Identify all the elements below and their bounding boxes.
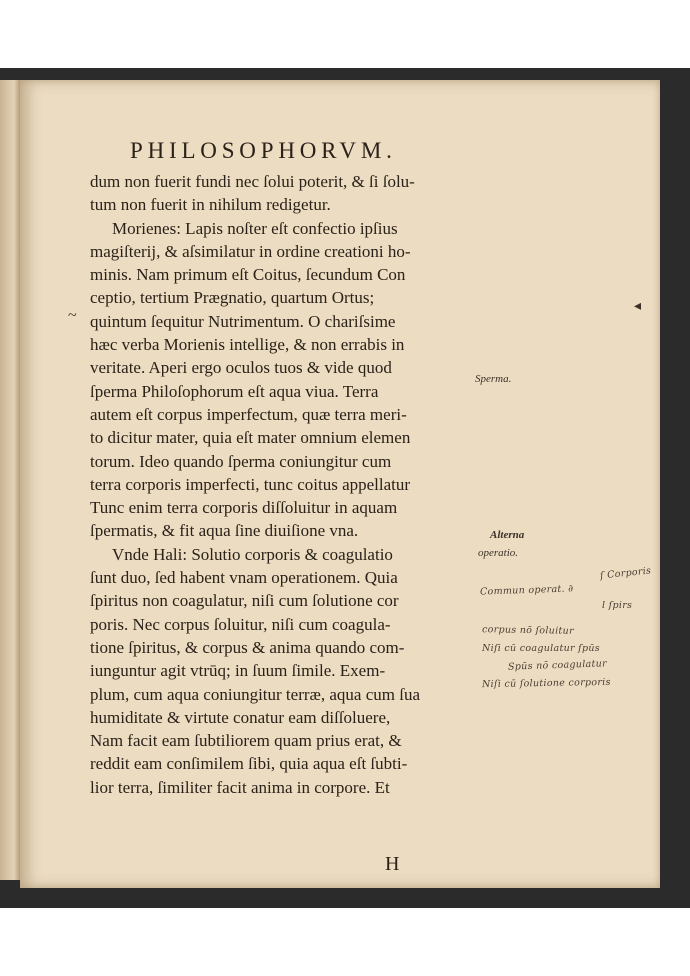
text-line: plum, cum aqua coniungitur terræ, aqua cum ſua bbox=[90, 684, 420, 704]
ink-mark: ◂ bbox=[634, 299, 642, 314]
text-line: Nam facit eam ſubtiliorem quam prius erat, & bbox=[90, 731, 402, 751]
text-line: Morienes: Lapis noſter eſt confectio ipſius bbox=[112, 218, 398, 238]
body-text bbox=[90, 170, 480, 799]
text-line: minis. Nam primum eſt Coitus, ſecundum Con bbox=[90, 265, 406, 285]
text-line: humiditate & virtute conatur eam diſſoluere, bbox=[90, 707, 391, 727]
text-line: magiſterij, & aſsimilatur in ordine creationi ho- bbox=[90, 241, 411, 261]
handwritten-note: Niſi cū ſolutione corporis bbox=[481, 676, 611, 691]
text-line: reddit eam conſimilem ſibi, quia aqua eſt ſubti- bbox=[90, 754, 408, 774]
text-line: tione ſpiritus, & corpus & anima quando com- bbox=[90, 637, 405, 657]
book-page bbox=[20, 80, 660, 888]
text-line: Tunc enim terra corporis diſſoluitur in aquam bbox=[90, 498, 398, 518]
handwritten-note: corpus nō ſoluitur bbox=[481, 624, 574, 637]
text-line: ſunt duo, ſed habent vnam operationem. Quia bbox=[90, 568, 398, 588]
signature-mark: H bbox=[385, 853, 400, 875]
handwritten-note: ſ Corporis bbox=[599, 565, 652, 582]
margin-note-alterna: Alterna bbox=[490, 529, 525, 541]
handwritten-note: Niſi cū coagulatur ſpūs bbox=[482, 643, 600, 654]
text-line: ſpermatis, & fit aqua ſine diuiſione vna. bbox=[90, 521, 359, 541]
handwritten-note: l ſpirs bbox=[602, 600, 633, 611]
ink-mark: ~ bbox=[68, 307, 77, 324]
handwritten-note: Spūs nō coagulatur bbox=[507, 658, 608, 673]
text-line: ceptio, tertium Prægnatio, quartum Ortus; bbox=[90, 288, 375, 308]
margin-note-sperma: Sperma. bbox=[475, 373, 512, 385]
text-line: ſperma Philoſophorum eſt aqua viua. Terra bbox=[90, 381, 379, 401]
facing-page-edge bbox=[0, 80, 20, 880]
text-line: lior terra, ſimiliter facit anima in corpore. Et bbox=[90, 777, 390, 797]
text-line: torum. Ideo quando ſperma coniungitur cum bbox=[90, 451, 392, 471]
text-line: autem eſt corpus imperfectum, quæ terra meri- bbox=[90, 404, 407, 424]
text-line: ſpiritus non coagulatur, niſi cum ſolutione cor bbox=[90, 591, 399, 611]
text-line: poris. Nec corpus ſoluitur, niſi cum coagula- bbox=[90, 614, 391, 634]
text-line: tum non fuerit in nihilum redigetur. bbox=[90, 195, 331, 215]
text-line: Vnde Hali: Solutio corporis & coagulatio bbox=[112, 544, 393, 564]
text-line: terra corporis imperfecti, tunc coitus appellatur bbox=[90, 474, 411, 494]
text-line: hæc verba Morienis intellige, & non errabis in bbox=[90, 335, 405, 355]
handwritten-note: Commun operat. ∂ bbox=[479, 583, 574, 598]
margin-note-operatio: operatio. bbox=[478, 547, 519, 559]
text-line: iunguntur agit vtrūq; in ſuum ſimile. Exem- bbox=[90, 661, 386, 681]
text-line: to dicitur mater, quia eſt mater omnium elemen bbox=[90, 428, 411, 448]
text-line: quintum ſequitur Nutrimentum. O chariſsime bbox=[90, 311, 396, 331]
text-line: dum non fuerit fundi nec ſolui poterit, & ſi ſolu- bbox=[90, 172, 415, 191]
text-line: veritate. Aperi ergo oculos tuos & vide quod bbox=[90, 358, 392, 378]
running-head: PHILOSOPHORVM. bbox=[130, 138, 397, 163]
